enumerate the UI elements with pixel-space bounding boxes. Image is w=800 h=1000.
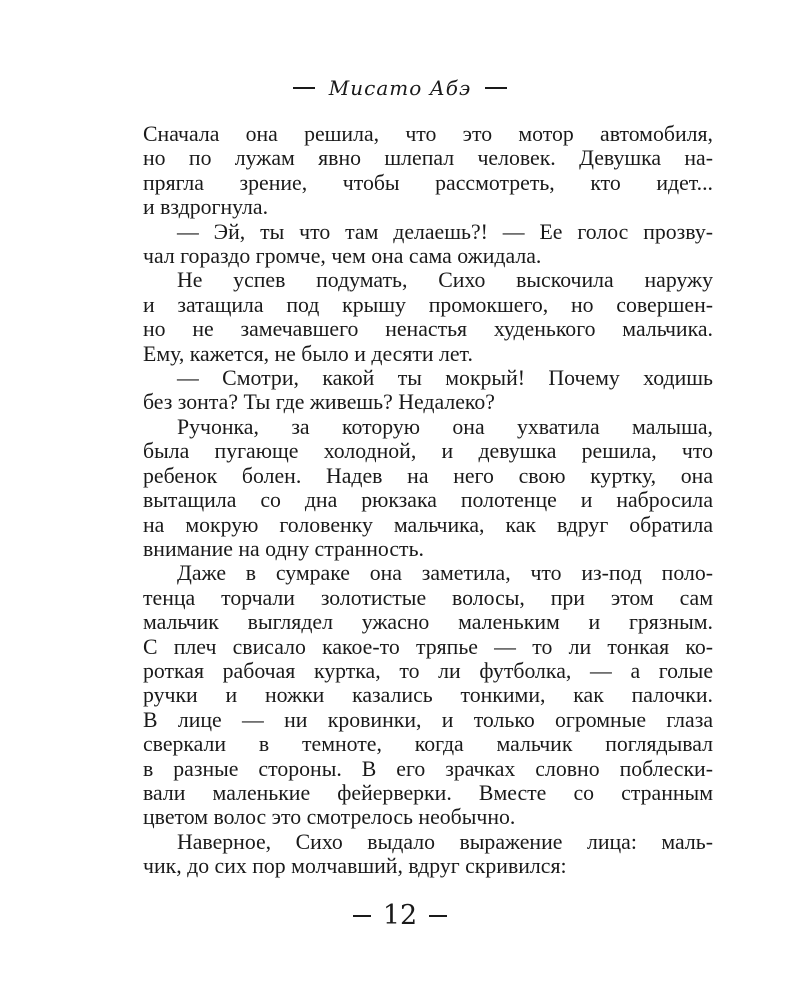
- body-text: [143, 122, 713, 879]
- text-line: в разные стороны. В его зрачках словно поблески-: [143, 756, 713, 781]
- text-line: Не успев подумать, Сихо выскочила наружу: [177, 268, 713, 293]
- page-number-left-dash: [353, 915, 371, 917]
- text-line: — Смотри, какой ты мокрый! Почему ходишь: [177, 366, 713, 391]
- page-number-right-dash: [429, 915, 447, 917]
- text-line: но по лужам явно шлепал человек. Девушка на-: [143, 146, 713, 171]
- page-number-value: 12: [382, 900, 418, 931]
- header-left-dash: [293, 87, 315, 89]
- page-number: [0, 900, 800, 931]
- text-line: ребенок болен. Надев на него свою куртку, она: [143, 463, 713, 488]
- text-line: была пугающе холодной, и девушка решила, что: [143, 439, 713, 464]
- text-line: Ему, кажется, не было и десяти лет.: [143, 341, 473, 366]
- text-line: прягла зрение, чтобы рассмотреть, кто идет...: [143, 170, 713, 195]
- text-line: и затащила под крышу промокшего, но совершен-: [143, 292, 713, 317]
- text-line: Даже в сумраке она заметила, что из-под поло-: [177, 561, 713, 586]
- text-line: ручки и ножки казались тонкими, как палочки.: [143, 683, 713, 708]
- running-header: [0, 76, 800, 100]
- text-line: на мокрую головенку мальчика, как вдруг обратила: [143, 512, 713, 537]
- paragraph: [143, 830, 713, 879]
- header-right-dash: [485, 87, 507, 89]
- text-line: Ручонка, за которую она ухватила малыша,: [177, 414, 713, 439]
- paragraph: [143, 366, 713, 415]
- text-line: без зонта? Ты где живешь? Недалеко?: [143, 390, 495, 415]
- text-line: мальчик выглядел ужасно маленьким и грязным.: [143, 610, 713, 635]
- text-line: — Эй, ты что там делаешь?! — Ее голос прозву-: [177, 219, 713, 244]
- text-line: С плеч свисало какое-то тряпье — то ли тонкая ко-: [143, 634, 713, 659]
- paragraph: [143, 220, 713, 269]
- text-line: вытащила со дна рюкзака полотенце и набросила: [143, 488, 713, 513]
- text-line: Сначала она решила, что это мотор автомобиля,: [143, 122, 713, 146]
- paragraph: [143, 122, 713, 220]
- text-line: цветом волос это смотрелось необычно.: [143, 805, 516, 830]
- paragraph: [143, 561, 713, 829]
- text-line: вали маленькие фейерверки. Вместе со странным: [143, 780, 713, 805]
- text-line: чал гораздо громче, чем она сама ожидала.: [143, 244, 542, 269]
- text-line: чик, до сих пор молчавший, вдруг скривился:: [143, 854, 567, 879]
- text-line: Наверное, Сихо выдало выражение лица: маль-: [177, 829, 713, 854]
- paragraph: [143, 268, 713, 366]
- text-line: роткая рабочая куртка, то ли футболка, — а голые: [143, 658, 713, 683]
- text-line: но не замечавшего ненастья худенького мальчика.: [143, 317, 713, 342]
- text-line: сверкали в темноте, когда мальчик поглядывал: [143, 732, 713, 757]
- header-author: Мисато Абэ: [328, 76, 472, 100]
- text-line: и вздрогнула.: [143, 195, 269, 220]
- text-line: внимание на одну странность.: [143, 536, 424, 561]
- text-line: В лице — ни кровинки, и только огромные глаза: [143, 707, 713, 732]
- text-line: тенца торчали золотистые волосы, при этом сам: [143, 585, 713, 610]
- paragraph: [143, 415, 713, 561]
